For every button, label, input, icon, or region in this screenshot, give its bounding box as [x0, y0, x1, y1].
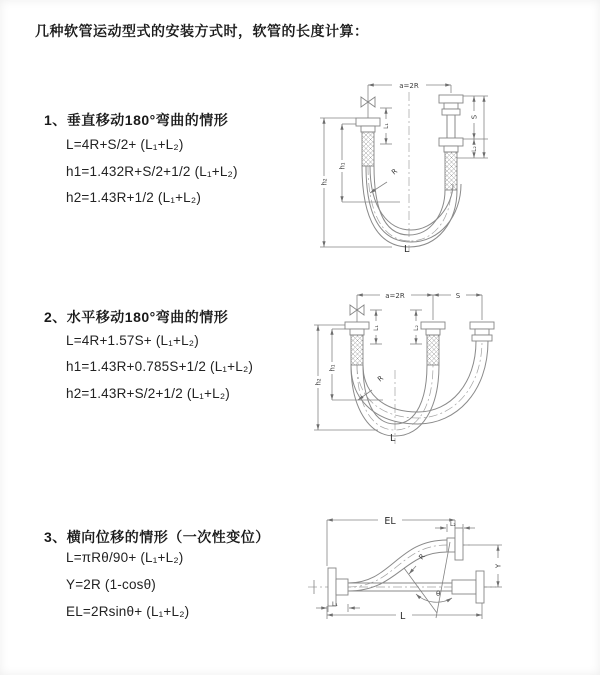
- section-3-formula-l: L=πRθ/90+ (L₁+L₂): [66, 550, 184, 565]
- dim-label-r: R: [417, 552, 427, 562]
- hose-contour: [374, 166, 445, 235]
- dim-label-el: EL: [384, 516, 396, 527]
- dim-label-l1: L₁: [383, 123, 390, 129]
- section-2-formula-h2: h2=1.43R+S/2+1/2 (L₁+L₂): [66, 386, 230, 401]
- hose-contour-curved: [348, 552, 447, 591]
- section-3-formula-y: Y=2R (1-cosθ): [66, 577, 157, 592]
- flange: [439, 138, 463, 146]
- flange-plate: [476, 571, 484, 603]
- dim-label-s: S: [455, 292, 461, 300]
- braided-hose-section: [427, 335, 439, 365]
- dim-label-l2: L₂: [413, 325, 420, 331]
- flange-neck: [444, 146, 458, 152]
- flange-collar: [472, 335, 492, 341]
- flange: [470, 322, 494, 329]
- diagram-vertical-move-180: [312, 72, 598, 258]
- dim-label-r: R: [390, 167, 400, 177]
- dim-label-l-total: L: [390, 433, 396, 444]
- flange: [356, 118, 380, 126]
- section-2-heading: 2、水平移动180°弯曲的情形: [44, 309, 229, 325]
- flange: [345, 322, 369, 329]
- section-2-formula-h1: h1=1.43R+0.785S+1/2 (L₁+L₂): [66, 359, 254, 374]
- dim-label-a2r: a=2R: [385, 292, 405, 300]
- flange: [439, 95, 463, 103]
- braided-hose-section: [445, 152, 457, 190]
- dim-label-h1: h₁: [338, 162, 347, 170]
- dim-label-y: Y: [494, 563, 503, 569]
- dim-label-r: R: [376, 374, 386, 384]
- flange-neck: [444, 103, 458, 109]
- hose-contour-curved: [348, 540, 447, 583]
- section-1-formula-h2: h2=1.43R+1/2 (L₁+L₂): [66, 190, 202, 205]
- braided-hose-section: [362, 132, 374, 166]
- section-3-formula-el: EL=2Rsinθ+ (L₁+L₂): [66, 604, 190, 619]
- flange: [421, 322, 445, 329]
- dim-label-l1: L₁: [373, 325, 380, 331]
- dim-label-l2: L₂: [471, 146, 478, 152]
- flange-neck: [350, 329, 364, 335]
- flange-neck: [452, 580, 476, 594]
- flange-neck: [336, 579, 348, 595]
- dim-label-h1: h₁: [328, 364, 337, 372]
- dim-label-s: S: [470, 114, 479, 120]
- section-1-heading: 1、垂直移动180°弯曲的情形: [44, 112, 229, 128]
- flange-collar: [442, 109, 460, 115]
- flange-neck: [361, 126, 375, 132]
- flange-neck: [426, 329, 440, 335]
- dim-label-l-total: L: [404, 244, 410, 255]
- dim-label-a2r: a=2R: [399, 82, 419, 90]
- dim-label-h2: h₂: [320, 178, 329, 186]
- braided-hose-section: [351, 335, 363, 365]
- section-1-formula-h1: h1=1.432R+S/2+1/2 (L₁+L₂): [66, 164, 238, 179]
- dim-label-l1: L₁: [332, 601, 338, 608]
- dim-label-l-total: L: [400, 611, 406, 622]
- hose-contour-moved: [370, 166, 453, 230]
- dim-label-theta: θ: [436, 590, 441, 598]
- dim-label-l2: L₂: [450, 521, 456, 528]
- flange-plate: [455, 528, 463, 560]
- flange-neck: [475, 329, 489, 335]
- page-title: 几种软管运动型式的安装方式时，软管的长度计算：: [35, 23, 369, 39]
- diagram-lateral-displacement: [300, 500, 600, 635]
- section-2-formula-l: L=4R+1.57S+ (L₁+L₂): [66, 333, 199, 348]
- diagram-horizontal-move-180: [308, 282, 600, 450]
- dim-label-h2: h₂: [314, 378, 323, 386]
- section-3-heading: 3、横向位移的情形（一次性变位）: [44, 529, 270, 545]
- section-1-formula-l: L=4R+S/2+ (L₁+L₂): [66, 137, 184, 152]
